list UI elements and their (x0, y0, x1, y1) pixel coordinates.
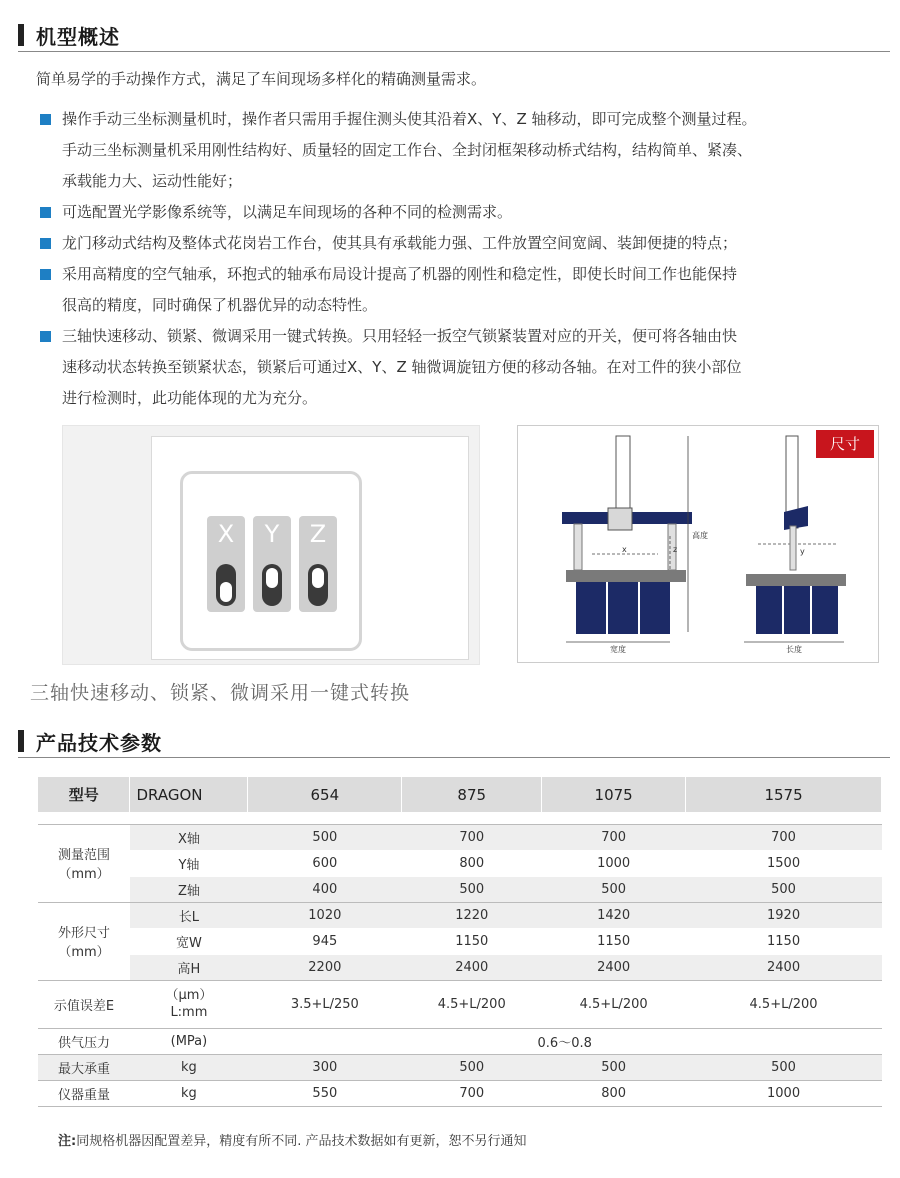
section-header-overview (18, 18, 890, 52)
model-1575: 1575 (686, 777, 882, 812)
table-row: 供气压力 (MPa) 0.6～0.8 (38, 1028, 882, 1054)
table-row: 外形尺寸 （mm） 长L 1020 1220 1420 1920 (38, 902, 882, 928)
model-654: 654 (248, 777, 402, 812)
length-label: 长度 (786, 645, 802, 654)
table-row: 示值误差E （μm） L:mm 3.5+L/250 4.5+L/200 4.5+L/200 4.5+L/200 (38, 980, 882, 1028)
intro-text: 简单易学的手动操作方式，满足了车间现场多样化的精确测量需求。 (36, 70, 487, 88)
table-row: 最大承重 kg 300 500 500 500 (38, 1054, 882, 1080)
table-row: 宽W 945 1150 1150 1150 (38, 928, 882, 954)
feature-item: 采用高精度的空气轴承，环抱式的轴承布局设计提高了机器的刚性和稳定性，即使长时间工作也能保持 很高的精度，同时确保了机器优异的动态特性。 (38, 259, 894, 321)
switch-panel-caption: 三轴快速移动、锁紧、微调采用一键式转换 (30, 682, 411, 704)
bullet-square-icon (40, 238, 51, 249)
model-1075: 1075 (542, 777, 686, 812)
switch-panel-frame (151, 436, 469, 660)
dimensions-diagram (517, 425, 879, 663)
model-875: 875 (402, 777, 542, 812)
feature-item: 龙门移动式结构及整体式花岗岩工作台，使其具有承载能力强、工件放置空间宽阔、装卸便捷的特点； (38, 228, 894, 259)
x-axis-switch: X (207, 516, 245, 612)
bullet-square-icon (40, 269, 51, 280)
feature-list (38, 104, 894, 414)
spec-table (38, 777, 882, 1107)
bullet-square-icon (40, 331, 51, 342)
feature-item: 三轴快速移动、锁紧、微调采用一键式转换。只用轻轻一扳空气锁紧装置对应的开关，便可将各轴由快 速移动状态转换至锁紧状态，锁紧后可通过X、Y、Z 轴微调旋钮方便的移动各轴。在对工件的狭小部位 进行检测时，此功能体现的尤为充分。 (38, 321, 894, 414)
table-row: 高H 2200 2400 2400 2400 (38, 954, 882, 980)
z-axis-switch: Z (299, 516, 337, 612)
section-title: 机型概述 (36, 25, 120, 49)
y-label: y (800, 547, 805, 556)
z-label: z (673, 545, 678, 554)
range-group-label: 测量范围 （mm） (38, 824, 130, 902)
side-view-machine (746, 436, 846, 634)
section-header-specs (18, 724, 890, 758)
size-group-label: 外形尺寸 （mm） (38, 902, 130, 980)
switch-plate (180, 471, 362, 651)
machine-dimension-drawing (518, 426, 878, 662)
front-view-machine (562, 436, 692, 634)
table-row: Y轴 600 800 1000 1500 (38, 850, 882, 876)
brand-header: DRAGON (130, 777, 248, 812)
section-marker (18, 730, 24, 752)
feature-item: 可选配置光学影像系统等，以满足车间现场的各种不同的检测需求。 (38, 197, 894, 228)
section-marker (18, 24, 24, 46)
bullet-square-icon (40, 114, 51, 125)
x-label: x (622, 545, 627, 554)
model-header: 型号 (38, 777, 130, 812)
switch-panel-image (62, 425, 480, 665)
feature-item: 操作手动三坐标测量机时，操作者只需用手握住测头使其沿着X、Y、Z 轴移动，即可完成整个测量过程。 手动三坐标测量机采用刚性结构好、质量轻的固定工作台、全封闭框架移动桥式结构，结构简单、紧凑、 承载能力大、运动性能好； (38, 104, 894, 197)
error-label: 示值误差E (38, 980, 130, 1028)
table-row: 测量范围 （mm） X轴 500 700 700 700 (38, 824, 882, 850)
bullet-square-icon (40, 207, 51, 218)
section-title: 产品技术参数 (36, 731, 162, 755)
table-row: 仪器重量 kg 550 700 800 1000 (38, 1080, 882, 1106)
width-label: 宽度 (610, 645, 626, 654)
spec-header-row (38, 777, 882, 812)
dimensions-badge: 尺寸 (816, 430, 874, 458)
y-axis-switch: Y (253, 516, 291, 612)
footnote: 注:同规格机器因配置差异，精度有所不同. 产品技术数据如有更新，恕不另行通知 (58, 1134, 527, 1149)
height-label: 高度 (692, 531, 708, 540)
table-row: Z轴 400 500 500 500 (38, 876, 882, 902)
